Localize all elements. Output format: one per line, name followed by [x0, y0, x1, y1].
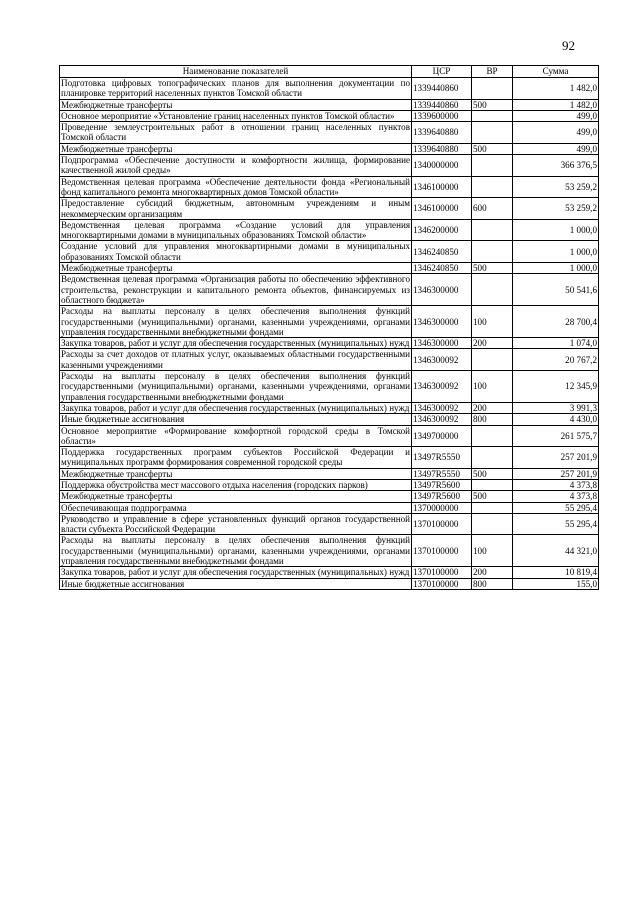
row-csr: 1346300092 — [412, 371, 472, 403]
row-csr: 1340000000 — [412, 155, 472, 177]
row-csr: 1370100000 — [412, 513, 472, 535]
row-vr — [472, 219, 513, 241]
table-row — [60, 502, 599, 513]
row-sum: 366 376,5 — [513, 155, 599, 177]
row-vr — [472, 110, 513, 121]
row-sum: 44 321,0 — [513, 535, 599, 567]
row-vr — [472, 274, 513, 306]
row-name: Ведомственная целевая программа «Создание условий для управления многоквартирными домами в муниципальных образованиях Томской области» — [61, 219, 410, 241]
row-vr — [472, 513, 513, 535]
row-sum: 4 373,8 — [513, 479, 599, 490]
table-row — [60, 371, 599, 403]
row-vr: 100 — [472, 371, 513, 403]
row-vr: 500 — [472, 143, 513, 154]
row-sum: 1 000,0 — [513, 263, 599, 274]
row-vr: 500 — [472, 263, 513, 274]
row-vr: 500 — [472, 99, 513, 110]
row-name: Межбюджетные трансферты — [60, 491, 412, 502]
row-vr — [472, 479, 513, 490]
row-name: Межбюджетные трансферты — [60, 468, 412, 479]
row-name: Основное мероприятие «Установление границ населенных пунктов Томской области» — [60, 110, 412, 121]
row-name: Иные бюджетные ассигнования — [60, 578, 412, 589]
table-header-row — [60, 66, 599, 78]
table-row — [60, 567, 599, 578]
table-row — [60, 578, 599, 589]
header-sum: Сумма — [513, 66, 599, 78]
row-csr: 1346300000 — [412, 306, 472, 338]
row-name: Иные бюджетные ассигнования — [60, 414, 412, 425]
row-csr: 1349700000 — [412, 425, 472, 447]
row-name: Подпрограмма «Обеспечение доступности и комфортности жилища, формирование качественной жилой среды» — [61, 155, 410, 176]
budget-table — [59, 65, 599, 590]
row-vr: 200 — [472, 338, 513, 349]
row-csr: 1370100000 — [412, 567, 472, 578]
row-vr: 200 — [472, 567, 513, 578]
row-csr: 1346100000 — [412, 198, 472, 220]
row-sum: 53 259,2 — [513, 198, 599, 220]
row-name: Расходы на выплаты персоналу в целях обеспечения выполнения функций государственными (муниципальными) органами, казенными учреждениями, органами управления государственными внебюджетными фондами — [61, 371, 410, 402]
row-csr: 1339600000 — [412, 110, 472, 121]
table-row — [60, 306, 599, 338]
row-csr: 1346100000 — [412, 176, 472, 198]
table-row — [60, 349, 599, 371]
row-name: Расходы за счет доходов от платных услуг, оказываемых областными государственными казенными учреждениями — [61, 349, 410, 370]
row-name: Руководство и управление в сфере установленных функций органов государственной власти субъекта Российской Федерации — [61, 513, 410, 535]
table-row — [60, 122, 599, 144]
table-row — [60, 468, 599, 479]
table-row — [60, 402, 599, 413]
row-sum: 261 575,7 — [513, 425, 599, 447]
row-vr: 600 — [472, 198, 513, 220]
table-row — [60, 263, 599, 274]
header-csr: ЦСР — [412, 66, 472, 78]
row-name: Закупка товаров, работ и услуг для обеспечения государственных (муниципальных) нужд — [60, 402, 412, 413]
row-sum: 20 767,2 — [513, 349, 599, 371]
row-csr: 13497R5600 — [412, 479, 472, 490]
row-csr: 1346240850 — [412, 241, 472, 263]
row-vr — [472, 176, 513, 198]
row-csr: 1346200000 — [412, 219, 472, 241]
row-vr: 800 — [472, 414, 513, 425]
table-row — [60, 99, 599, 110]
row-vr — [472, 349, 513, 371]
row-csr: 1346240850 — [412, 263, 472, 274]
row-sum: 10 819,4 — [513, 567, 599, 578]
row-vr: 100 — [472, 535, 513, 567]
row-name: Поддержка обустройства мест массового отдыха населения (городских парков) — [60, 479, 412, 490]
row-sum: 55 295,4 — [513, 513, 599, 535]
page-number: 92 — [562, 38, 575, 53]
table-row — [60, 143, 599, 154]
row-sum: 499,0 — [513, 110, 599, 121]
row-name: Проведение землеустроительных работ в отношении границ населенных пунктов Томской области — [61, 122, 410, 143]
row-csr: 13497R5550 — [412, 468, 472, 479]
row-name: Закупка товаров, работ и услуг для обеспечения государственных (муниципальных) нужд — [60, 567, 412, 578]
row-vr: 500 — [472, 468, 513, 479]
row-name: Основное мероприятие «Формирование комфортной городской среды в Томской области» — [61, 425, 410, 446]
row-sum: 50 541,6 — [513, 274, 599, 306]
row-name: Закупка товаров, работ и услуг для обеспечения государственных (муниципальных) нужд — [60, 338, 412, 349]
row-sum: 1 482,0 — [513, 99, 599, 110]
row-csr: 13497R5550 — [412, 447, 472, 469]
row-sum: 3 991,3 — [513, 402, 599, 413]
row-csr: 1370000000 — [412, 502, 472, 513]
table-row — [60, 513, 599, 535]
row-name: Создание условий для управления многоквартирными домами в муниципальных образованиях Томской области — [61, 241, 410, 262]
row-vr — [472, 447, 513, 469]
row-csr: 1346300000 — [412, 338, 472, 349]
table-row — [60, 414, 599, 425]
row-name: Предоставление субсидий бюджетным, автономным учреждениям и иным некоммерческим организациям — [61, 198, 410, 219]
row-name: Межбюджетные трансферты — [60, 143, 412, 154]
row-sum: 1 000,0 — [513, 241, 599, 263]
row-name: Межбюджетные трансферты — [60, 99, 412, 110]
row-csr: 1346300092 — [412, 349, 472, 371]
row-csr: 13497R5600 — [412, 491, 472, 502]
row-sum: 499,0 — [513, 122, 599, 144]
row-csr: 1339640880 — [412, 143, 472, 154]
table-row — [60, 274, 599, 306]
row-csr: 1370100000 — [412, 535, 472, 567]
row-sum: 4 373,8 — [513, 491, 599, 502]
row-vr: 800 — [472, 578, 513, 589]
table-row — [60, 338, 599, 349]
row-vr — [472, 502, 513, 513]
row-sum: 53 259,2 — [513, 176, 599, 198]
row-vr — [472, 241, 513, 263]
row-sum: 4 430,0 — [513, 414, 599, 425]
header-vr: ВР — [472, 66, 513, 78]
row-name: Обеспечивающая подпрограмма — [60, 502, 412, 513]
row-vr: 200 — [472, 402, 513, 413]
table-row — [60, 491, 599, 502]
table-row — [60, 535, 599, 567]
row-sum: 55 295,4 — [513, 502, 599, 513]
row-sum: 257 201,9 — [513, 468, 599, 479]
row-csr: 1339640880 — [412, 122, 472, 144]
row-sum: 499,0 — [513, 143, 599, 154]
row-vr — [472, 122, 513, 144]
row-sum: 1 074,0 — [513, 338, 599, 349]
row-vr: 100 — [472, 306, 513, 338]
row-sum: 1 000,0 — [513, 219, 599, 241]
table-row — [60, 241, 599, 263]
row-sum: 12 345,9 — [513, 371, 599, 403]
row-name: Поддержка государственных программ субъектов Российской Федерации и муниципальных программ формирования современной городской среды — [61, 447, 410, 468]
table-row — [60, 110, 599, 121]
table-row — [60, 155, 599, 177]
row-sum: 155,0 — [513, 578, 599, 589]
row-name: Расходы на выплаты персоналу в целях обеспечения выполнения функций государственными (муниципальными) органами, казенными учреждениями, органами управления государственными внебюджетными фондами — [61, 535, 410, 567]
table-row — [60, 78, 599, 100]
row-csr: 1339440860 — [412, 99, 472, 110]
row-csr: 1346300092 — [412, 402, 472, 413]
row-vr — [472, 78, 513, 100]
row-name: Подготовка цифровых топографических планов для выполнения документации по планировке территорий населенных пунктов Томской области — [61, 78, 410, 99]
table-row — [60, 176, 599, 198]
row-csr: 1346300000 — [412, 274, 472, 306]
table-row — [60, 425, 599, 447]
table-row — [60, 479, 599, 490]
table-row — [60, 219, 599, 241]
row-name: Ведомственная целевая программа «Организация работы по обеспечению эффективного строительства, реконструкции и капитального ремонта объектов, финансируемых из областного бюджета» — [61, 274, 410, 305]
row-vr — [472, 155, 513, 177]
row-vr: 500 — [472, 491, 513, 502]
row-csr: 1346300092 — [412, 414, 472, 425]
row-csr: 1339440860 — [412, 78, 472, 100]
row-name: Расходы на выплаты персоналу в целях обеспечения выполнения функций государственными (муниципальными) органами, казенными учреждениями, органами управления государственными внебюджетными фондами — [61, 306, 410, 337]
row-vr — [472, 425, 513, 447]
row-sum: 1 482,0 — [513, 78, 599, 100]
row-name: Межбюджетные трансферты — [60, 263, 412, 274]
row-sum: 257 201,9 — [513, 447, 599, 469]
row-csr: 1370100000 — [412, 578, 472, 589]
table-row — [60, 198, 599, 220]
table-row — [60, 447, 599, 469]
row-name: Ведомственная целевая программа «Обеспечение деятельности фонда «Региональный фонд капитального ремонта многоквартирных домов Томской области» — [61, 176, 410, 197]
row-sum: 28 700,4 — [513, 306, 599, 338]
header-name: Наименование показателей — [60, 66, 412, 78]
